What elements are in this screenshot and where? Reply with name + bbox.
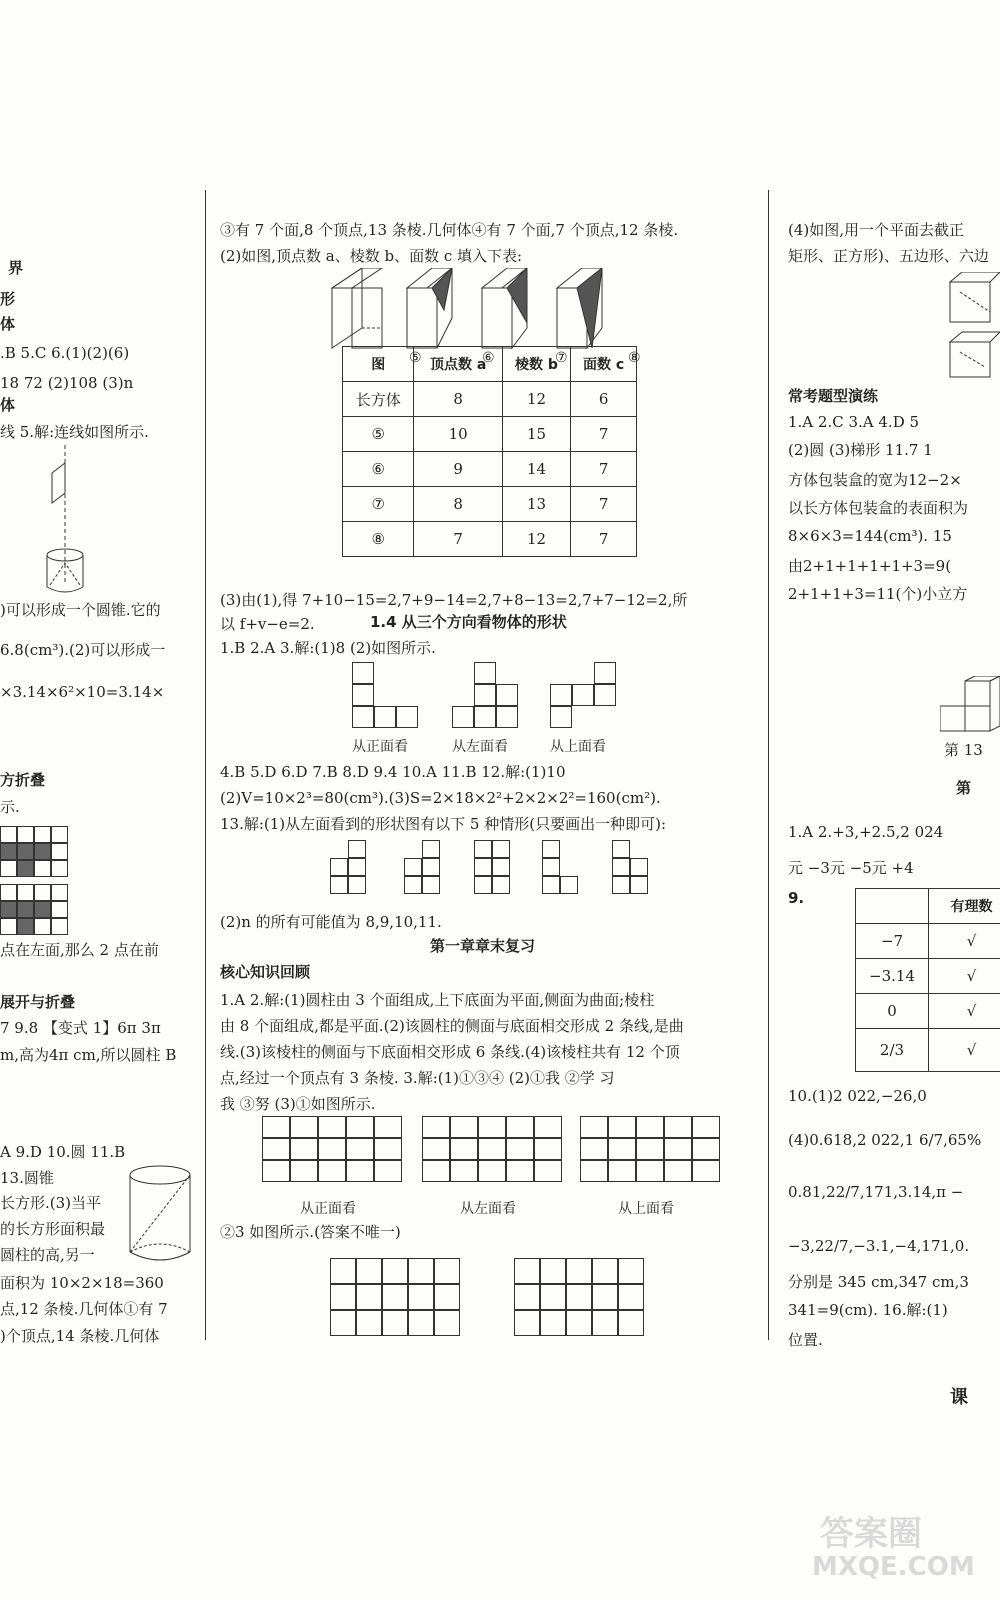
column-divider bbox=[205, 190, 206, 1340]
answer-line: 1.A 2.解:(1)圆柱由 3 个面组成,上下底面为平面,侧面为曲面;棱柱 bbox=[220, 991, 655, 1009]
right-line: (4)如图,用一个平面去截正 bbox=[788, 221, 965, 239]
view-top-1 bbox=[550, 662, 616, 728]
left-line: 18 72 (2)108 (3)n bbox=[0, 374, 134, 392]
right-line: 9. bbox=[788, 889, 805, 907]
table-header: 图 bbox=[343, 347, 414, 382]
net-grid-1 bbox=[0, 826, 68, 877]
right-line: 分别是 345 cm,347 cm,3 bbox=[788, 1273, 969, 1291]
right-line: 8×6×3=144(cm³). 15 bbox=[788, 527, 952, 545]
view-left-2 bbox=[422, 1116, 562, 1182]
left-view-option-1 bbox=[330, 840, 366, 894]
right-line: 0.81,22/7,171,3.14,π − bbox=[788, 1183, 964, 1201]
right-line: 以长方体包装盒的表面积为 bbox=[788, 499, 969, 517]
answer-grid-2 bbox=[514, 1258, 644, 1336]
left-line: 长方形.(3)当平 bbox=[0, 1194, 102, 1212]
section-title: 第一章章末复习 bbox=[430, 937, 536, 955]
subsection-title: 核心知识回顾 bbox=[220, 963, 311, 981]
answer-line: ②3 如图所示.(答案不唯一) bbox=[220, 1223, 401, 1241]
figure-label: ⑤ bbox=[409, 350, 422, 366]
left-line: ×3.14×6²×10=3.14× bbox=[0, 683, 165, 701]
answer-line: 以 f+v−e=2. bbox=[220, 615, 315, 633]
left-line: 13.圆锥 bbox=[0, 1169, 54, 1187]
left-line: 的长方形面积最 bbox=[0, 1220, 106, 1238]
view-caption: 从正面看 bbox=[300, 1201, 356, 1217]
table-header: 面数 c bbox=[571, 347, 637, 382]
cube-stack-figure bbox=[940, 676, 1000, 736]
left-line: 6.8(cm³).(2)可以形成一 bbox=[0, 641, 166, 659]
view-caption: 从左面看 bbox=[460, 1201, 516, 1217]
answer-line: 线.(3)该棱柱的侧面与下底面相交形成 6 条线.(4)该棱柱共有 12 个顶 bbox=[220, 1043, 680, 1061]
answer-line: 1.B 2.A 3.解:(1)8 (2)如图所示. bbox=[220, 639, 436, 657]
left-line: 体 bbox=[0, 315, 16, 333]
answer-grid-1 bbox=[330, 1258, 460, 1336]
right-line: 由2+1+1+1+1+3=9( bbox=[788, 557, 952, 575]
net-grid-2 bbox=[0, 884, 68, 935]
vertex-edge-face-table bbox=[342, 346, 637, 557]
table-header: 顶点数 a bbox=[414, 347, 502, 382]
view-caption: 从左面看 bbox=[452, 739, 508, 755]
table-row: −7 √ bbox=[856, 924, 1000, 959]
left-view-option-2 bbox=[404, 840, 440, 894]
answer-line: (2)n 的所有可能值为 8,9,10,11. bbox=[220, 913, 442, 931]
left-view-option-5 bbox=[612, 840, 648, 894]
left-view-option-3 bbox=[474, 840, 510, 894]
cylinder-figure bbox=[120, 1160, 200, 1270]
left-column bbox=[0, 0, 205, 1600]
section-title: 1.4 从三个方向看物体的形状 bbox=[370, 613, 567, 631]
right-line: 位置. bbox=[788, 1331, 823, 1349]
right-column bbox=[780, 0, 1000, 1600]
right-line: 341=9(cm). 16.解:(1) bbox=[788, 1301, 948, 1319]
answer-line: (2)如图,顶点数 a、棱数 b、面数 c 填入下表: bbox=[220, 247, 523, 265]
left-line: 7 9.8 【变式 1】6π 3π bbox=[0, 1019, 161, 1037]
table-row: ⑧ 7 12 7 bbox=[343, 522, 637, 557]
view-top-2 bbox=[580, 1116, 720, 1182]
table-header: 棱数 b bbox=[502, 347, 570, 382]
answer-line: (2)V=10×2³=80(cm³).(3)S=2×18×2²+2×2×2²=160(cm²). bbox=[220, 789, 661, 807]
answer-line: ③有 7 个面,8 个顶点,13 条棱.几何体④有 7 个面,7 个顶点,12 条棱. bbox=[220, 221, 679, 239]
section-title: 第 bbox=[956, 779, 972, 797]
cube-section-figures bbox=[940, 272, 1000, 382]
left-line: 面积为 10×2×18=360 bbox=[0, 1274, 164, 1292]
watermark-url: MXQE.COM bbox=[812, 1552, 975, 1582]
right-line: 2+1+1+3=11(个)小立方 bbox=[788, 585, 968, 603]
answer-line: 由 8 个面组成,都是平面.(2)该圆柱的侧面与底面相交形成 2 条线,是曲 bbox=[220, 1017, 684, 1035]
right-line: (2)圆 (3)梯形 11.7 1 bbox=[788, 441, 933, 459]
left-line: )个顶点,14 条棱.几何体 bbox=[0, 1327, 160, 1345]
left-line: 形 bbox=[0, 290, 16, 308]
column-divider bbox=[768, 190, 769, 1340]
figure-label: ⑥ bbox=[482, 350, 495, 366]
left-line: 点,12 条棱.几何体①有 7 bbox=[0, 1300, 168, 1318]
left-line: 线 5.解:连线如图所示. bbox=[0, 423, 149, 441]
left-line: 点在左面,那么 2 点在前 bbox=[0, 941, 159, 959]
view-left-1 bbox=[452, 662, 518, 728]
section-title: 常考题型演练 bbox=[788, 387, 879, 405]
view-caption: 从上面看 bbox=[550, 739, 606, 755]
table-row: 2/3 √ bbox=[856, 1029, 1000, 1072]
view-caption: 从正面看 bbox=[352, 739, 408, 755]
right-line: 元 −3元 −5元 +4 bbox=[788, 859, 914, 877]
table-row: ⑥ 9 14 7 bbox=[343, 452, 637, 487]
answer-line: 我 ③努 (3)①如图所示. bbox=[220, 1095, 376, 1113]
right-line: 1.A 2.+3,+2.5,2 024 bbox=[788, 823, 944, 841]
left-line: m,高为4π cm,所以圆柱 B bbox=[0, 1046, 177, 1064]
left-line: 展开与折叠 bbox=[0, 993, 76, 1011]
right-line: 方体包装盒的宽为12−2× bbox=[788, 471, 962, 489]
table-row: ⑤ 10 15 7 bbox=[343, 417, 637, 452]
table-row: 长方体 8 12 6 bbox=[343, 382, 637, 417]
left-view-option-4 bbox=[542, 840, 578, 894]
left-line: .B 5.C 6.(1)(2)(6) bbox=[0, 344, 130, 362]
answer-line: 点,经过一个顶点有 3 条棱. 3.解:(1)①③④ (2)①我 ②学 习 bbox=[220, 1069, 615, 1087]
right-line: 1.A 2.C 3.A 4.D 5 bbox=[788, 413, 920, 431]
right-line: −3,22/7,−3.1,−4,171,0. bbox=[788, 1237, 970, 1255]
left-line: 界 bbox=[8, 259, 24, 277]
view-front-1 bbox=[352, 662, 418, 728]
right-line: 10.(1)2 022,−26,0 bbox=[788, 1087, 927, 1105]
figure-caption: 第 13 bbox=[944, 741, 983, 759]
table-row: −3.14 √ bbox=[856, 959, 1000, 994]
left-line: 示. bbox=[0, 798, 20, 816]
figure-label: ⑦ bbox=[555, 350, 568, 366]
rational-number-table bbox=[855, 888, 1000, 1072]
left-line: 体 bbox=[0, 396, 16, 414]
table-header: 有理数 bbox=[929, 889, 1000, 924]
answer-line: 4.B 5.D 6.D 7.B 8.D 9.4 10.A 11.B 12.解:(1)10 bbox=[220, 763, 566, 781]
left-line: )可以形成一个圆锥.它的 bbox=[0, 601, 161, 619]
answer-line: 13.解:(1)从左面看到的形状图有以下 5 种情形(只要画出一种即可): bbox=[220, 815, 666, 833]
view-front-2 bbox=[262, 1116, 402, 1182]
watermark-logo: 答案圈 bbox=[820, 1514, 922, 1554]
right-line: 矩形、正方形)、五边形、六边 bbox=[788, 247, 989, 265]
left-line: 方折叠 bbox=[0, 771, 46, 789]
footer-tab: 课 bbox=[950, 1387, 968, 1408]
figure-label: ⑧ bbox=[628, 350, 641, 366]
middle-column bbox=[212, 0, 768, 1600]
cone-rotation-figure bbox=[40, 445, 100, 595]
table-row: 0 √ bbox=[856, 994, 1000, 1029]
table-row: ⑦ 8 13 7 bbox=[343, 487, 637, 522]
answer-line: (3)由(1),得 7+10−15=2,7+9−14=2,7+8−13=2,7+7−12=2,所 bbox=[220, 591, 688, 609]
left-line: A 9.D 10.圆 11.B bbox=[0, 1143, 126, 1161]
right-line: (4)0.618,2 022,1 6/7,65% bbox=[788, 1131, 982, 1149]
view-caption: 从上面看 bbox=[618, 1201, 674, 1217]
left-line: 圆柱的高,另一 bbox=[0, 1246, 95, 1264]
